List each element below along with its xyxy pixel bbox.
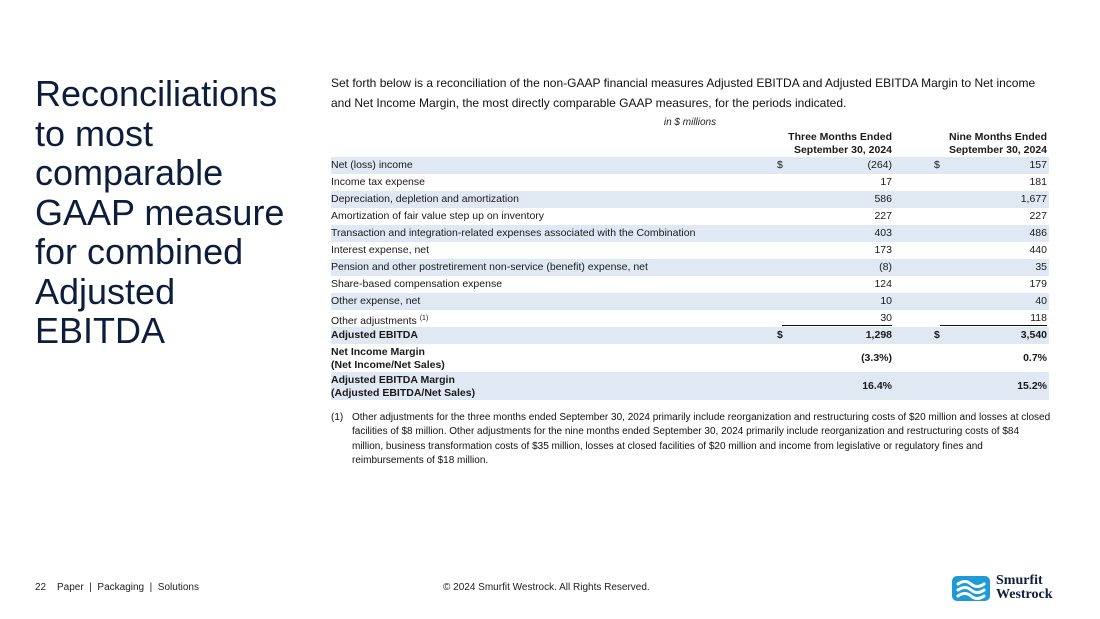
three-months-value: (8) [879,261,892,273]
row-label-text: Pension and other postretirement non-service (benefit) expense, net [331,261,648,273]
table-row [331,191,1049,208]
nine-months-total: 3,540 [1020,329,1047,341]
footer-tagline: Paper | Packaging | Solutions [57,582,199,593]
row-label [331,276,502,293]
table-row [331,293,1049,310]
row-label [331,208,544,225]
column-header-three-months: Three Months Ended September 30, 2024 [788,131,892,156]
nine-months-value: 486 [1029,227,1047,239]
row-label-text: Interest expense, net [331,244,430,256]
logo-text: Smurfit Westrock [996,573,1053,602]
nine-months-value: 227 [1029,210,1047,222]
three-months-value: 17 [880,176,892,188]
row-label [331,293,420,310]
table-row [331,242,1049,259]
row-label-text: Net (loss) income [331,159,413,171]
table-body [331,157,1049,400]
reconciliation-table [331,130,1049,400]
copyright: © 2024 Smurfit Westrock. All Rights Reserved. [443,582,650,593]
row-label [331,174,425,191]
page-number: 22 [35,582,47,593]
footnote-ref: (1) [419,315,429,322]
row-label [331,225,695,242]
three-months-value: (264) [867,159,892,171]
nine-months-value: 40 [1035,295,1047,307]
three-months-margin: (3.3%) [861,352,892,364]
intro-paragraph: Set forth below is a reconciliation of the non-GAAP financial measures Adjusted EBITDA and Adjusted EBITDA Margin to Net income and Net Income Margin, the most directly comparable GAAP measures, for the periods indicated. [331,76,1036,110]
nine-months-value: 118 [1030,312,1047,324]
total-label: Adjusted EBITDA [331,329,418,341]
margin-label: Adjusted EBITDA Margin (Adjusted EBITDA/Net Sales) [331,374,476,399]
table-row [331,157,1049,174]
table-row [331,259,1049,276]
row-label-text: Amortization of fair value step up on inventory [331,210,545,222]
three-months-value: 586 [874,193,892,205]
nine-months-value: 440 [1029,244,1047,256]
three-months-value: 173 [874,244,892,256]
footnote-text: Other adjustments for the three months ended September 30, 2024 primarily include reorganization and restructuring costs of $20 million and losses at closed facilities of $8 million. Other adjustments for the nine months ended September 30, 2024 primarily include reorganization and restructuring costs of $84 million, business transformation costs of $35 million, losses at closed facilities of $20 million and income from legislative or regulatory fines and reimbursements of $18 million. [352,412,1051,466]
three-months-value: 227 [874,210,892,222]
currency-symbol: $ [777,329,783,341]
nine-months-value: 181 [1029,176,1047,188]
currency-symbol: $ [934,329,940,341]
row-label [331,157,413,174]
row-label-text: Other adjustments [331,315,417,327]
nine-months-margin: 15.2% [1017,380,1047,392]
nine-months-margin: 0.7% [1023,352,1047,364]
row-label [331,242,429,259]
margin-label: Net Income Margin (Net Income/Net Sales) [331,346,445,371]
logo-mark-icon [951,575,991,602]
three-months-margin: 16.4% [862,380,892,392]
nine-months-value: 35 [1035,261,1047,273]
currency-symbol: $ [777,159,783,171]
three-months-value: 10 [880,295,892,307]
total-row [331,327,1049,344]
smurfit-westrock-logo [951,573,1066,605]
three-months-value: 124 [874,278,892,290]
table-row [331,276,1049,293]
margin-row [331,372,1049,400]
table-header [331,130,1049,157]
total-rule [940,325,1047,326]
total-rule [782,325,892,326]
three-months-total: 1,298 [865,329,892,341]
row-label-text: Income tax expense [331,176,425,188]
currency-symbol: $ [934,159,940,171]
units-label: in $ millions [663,117,717,128]
row-label-text: Transaction and integration-related expenses associated with the Combination [331,227,696,239]
slide-title: Reconciliations to most comparable GAAP measure for combined Adjusted EBITDA [35,73,285,351]
row-label-text: Share-based compensation expense [331,278,503,290]
three-months-value: 403 [874,227,892,239]
three-months-value: 30 [880,312,892,324]
row-label [331,259,648,276]
table-row [331,174,1049,191]
row-label-text: Other expense, net [331,295,421,307]
footnote-number: (1) [331,412,344,423]
nine-months-value: 157 [1029,159,1047,171]
row-label [331,191,519,208]
table-row [331,225,1049,242]
table-row [331,208,1049,225]
footnote [331,411,1051,468]
column-header-nine-months: Nine Months Ended September 30, 2024 [948,131,1047,156]
nine-months-value: 1,677 [1020,193,1047,205]
nine-months-value: 179 [1029,278,1047,290]
margin-row [331,344,1049,372]
row-label-text: Depreciation, depletion and amortization [331,193,519,205]
